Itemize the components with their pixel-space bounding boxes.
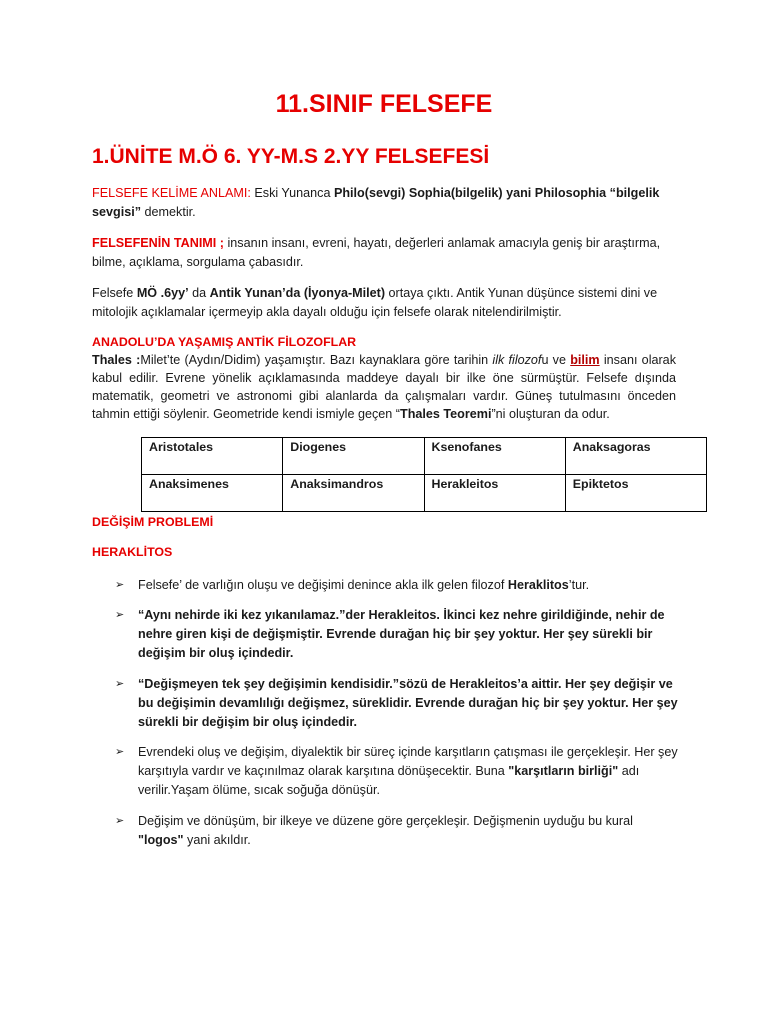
table-cell: Epiktetos — [565, 475, 706, 512]
thales-paragraph — [92, 351, 676, 423]
thales-theorem: Thales Teoremi — [400, 407, 492, 421]
bullet-text-part: Felsefe’ de varlığın oluşu ve değişimi denince akla ilk gelen filozof — [138, 578, 508, 592]
table-cell: Anaksimenes — [142, 475, 283, 512]
anatolia-heading: ANADOLU’DA YAŞAMIŞ ANTİK FİLOZOFLAR — [92, 335, 357, 349]
philosophers-table — [141, 437, 707, 512]
bullet-text — [138, 576, 678, 595]
table-cell: Herakleitos — [424, 475, 565, 512]
bullet-text-part: Evrendeki oluş ve değişim, diyalektik bir süreç içinde karşıtların çatışması ile gerçekleşir. Her şey karşıtıyla vardır ve kaçınılmaz olarak karşıtına dönüşecektir. Buna — [138, 745, 678, 778]
definition-label: FELSEFENİN TANIMI ; — [92, 236, 224, 250]
thales-text-1: Milet’te (Aydın/Didim) yaşamıştır. Bazı kaynaklara göre tarihin — [140, 353, 493, 367]
thales-label: Thales : — [92, 353, 141, 367]
origin-bold-1: MÖ .6yy’ — [136, 286, 189, 300]
word-meaning-bold: Philo(sevgi) Sophia(bilgelik) yani Philosophia “bilgelik sevgisi” — [92, 186, 660, 219]
table-cell: Ksenofanes — [424, 438, 565, 475]
table-cell: Anaksimandros — [283, 475, 424, 512]
origin-text-3: ortaya çıktı. Antik Yunan düşünce sistemi dini ve mitolojik açıklamalar içermeyip akla dayalı olduğu için felsefe olarak nitelendirilmiştir. — [92, 286, 658, 319]
thales-text-3: insanı olarak kabul edilir. Evrene yönelik açıklamasında maddeye dayalı bir ilke öne sürmüştür. Felsefe dışında matematik, geometri ve astronomi gibi alanlarda da çalışmaları vardır. Güneş tutulmasını önceden tahmin ettiği söylenir. Geometride kendi ismiyle geçen “ — [92, 353, 676, 421]
bullet-bold-part: "karşıtların birliği" — [508, 764, 619, 778]
definition-paragraph — [92, 234, 682, 272]
word-meaning-end: demektir. — [141, 205, 196, 219]
definition-text: insanın insanı, evreni, hayatı, değerleri anlamak amacıyla geniş bir araştırma, bilme, açıklama, sorgulama çabasıdır. — [92, 236, 661, 269]
bullet-bold-part: Heraklitos — [507, 578, 569, 592]
word-meaning-paragraph — [92, 184, 682, 222]
word-meaning-colon: : — [247, 186, 251, 200]
bullet-text: “Değişmeyen tek şey değişimin kendisidir.”sözü de Herakleitos’a aittir. Her şey değişir ve bu değişimin devamlılığı değişmez, süreklidir. Evrende durağan hiç bir şey yoktur. Her şey sürekli bir değişim bir oluş içindedir. — [138, 677, 678, 729]
thales-text-2: u ve — [541, 353, 571, 367]
arrow-bullet-icon: ➢ — [115, 678, 125, 690]
table-cell: Diogenes — [283, 438, 424, 475]
bullet-text: “Aynı nehirde iki kez yıkanılamaz.”der Herakleitos. İkinci kez nehre girildiğinde, nehir de nehre giren kişi de değişmiştir. Evrende durağan hiç bir şey yoktur. Her şey sürekli bir değişim bir oluş içindedir. — [138, 608, 665, 660]
bullet-text — [138, 812, 678, 850]
bullet-text-part: yani akıldır. — [183, 833, 251, 847]
heraklitos-heading: HERAKLİTOS — [92, 545, 173, 559]
thales-italic: ilk filozof — [492, 353, 542, 367]
page-title: 11.SINIF FELSEFE — [275, 90, 493, 118]
origin-paragraph — [92, 284, 682, 322]
arrow-bullet-icon: ➢ — [115, 609, 125, 621]
bullet-text-part: Değişim ve dönüşüm, bir ilkeye ve düzene göre gerçekleşir. Değişmenin uyduğu bu kural — [138, 814, 633, 828]
origin-text-1: Felsefe — [92, 286, 137, 300]
word-meaning-text: Eski Yunanca — [250, 186, 334, 200]
bullet-text — [138, 743, 678, 800]
arrow-bullet-icon: ➢ — [115, 579, 125, 591]
bullet-text-part: adı verilir.Yaşam ölüme, sıcak soğuğa dönüşür. — [138, 764, 640, 797]
origin-bold-2: Antik Yunan’da (İyonya-Milet) — [209, 286, 386, 300]
change-problem-heading: DEĞİŞİM PROBLEMİ — [92, 515, 214, 529]
table-cell: Aristotales — [142, 438, 283, 475]
arrow-bullet-icon: ➢ — [115, 815, 125, 827]
word-meaning-label: FELSEFE KELİME ANLAMI — [92, 186, 248, 200]
arrow-bullet-icon: ➢ — [115, 746, 125, 758]
unit-title: 1.ÜNİTE M.Ö 6. YY-M.S 2.YY FELSEFESİ — [92, 145, 490, 168]
bilim-link[interactable]: bilim — [570, 353, 600, 367]
origin-text-2: da — [188, 286, 210, 300]
bullet-bold-part: "logos" — [138, 833, 184, 847]
thales-text-4: ”ni oluşturan da odur. — [491, 407, 610, 421]
table-row — [142, 475, 707, 512]
bullet-text-part: ’tur. — [568, 578, 590, 592]
table-cell: Anaksagoras — [565, 438, 706, 475]
table-row — [142, 438, 707, 475]
